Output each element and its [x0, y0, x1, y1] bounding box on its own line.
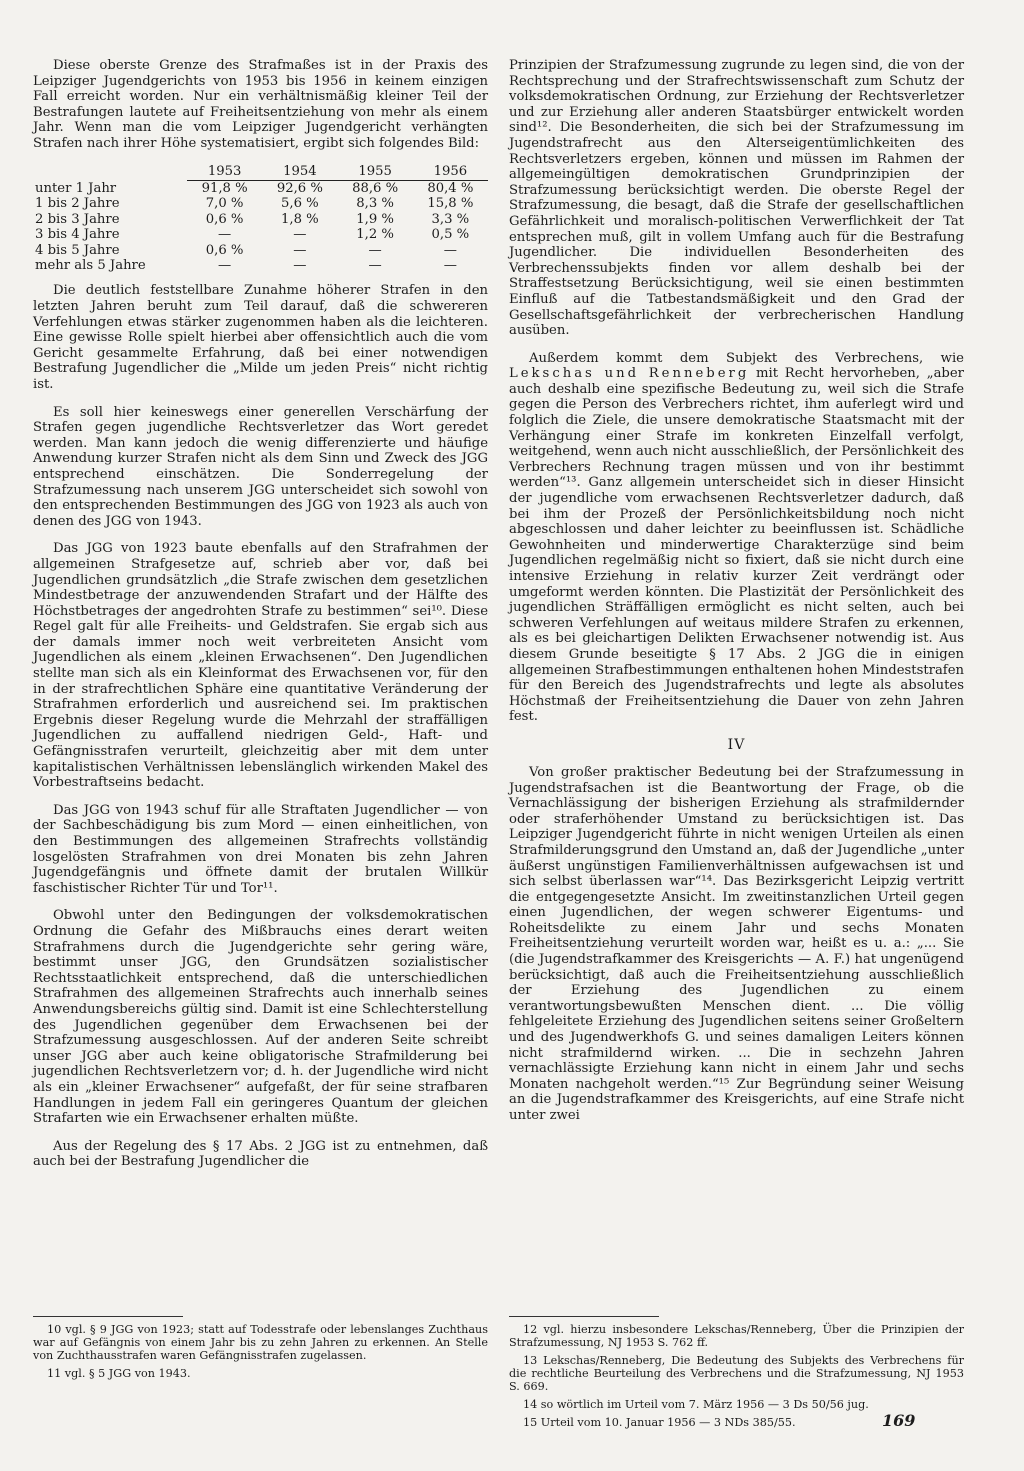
table-cell: 0,6 %: [205, 211, 244, 227]
table-cell: —: [443, 242, 457, 258]
table-row: [33, 258, 488, 273]
footnote-10: 10 vgl. § 9 JGG von 1923; statt auf Todesstrafe oder lebenslanges Zuchthaus war auf Gefängnis von einem Jahr bis zu zehn Jahren zu erkennen. An Stelle von Zuchthausstrafen waren Gefängnisstrafen zugelassen.: [33, 1323, 488, 1362]
paragraph: Von großer praktischer Bedeutung bei der Strafzumessung in Jugendstrafsachen ist die Beantwortung der Frage, ob die Vernachlässigung der bisherigen Erziehung als strafmildernder oder straferhöhender Umstand zu berücksichtigen ist. Das Leipziger Jugendgericht führte in nicht wenigen Urteilen als einen Strafmilderungsgrund den Umstand an, daß der Jugendliche „unter äußerst ungünstigen Familienverhältnissen aufgewachsen ist und sich selbst überlassen war“¹⁴. Das Bezirksgericht Leipzig vertritt die entgegengesetzte Ansicht. Im zweitinstanzlichen Urteil gegen einen Jugendlichen, der wegen schwerer Eigentums- und Roheitsdelikte zu einem Jahr und sechs Monaten Freiheitsentziehung verurteilt worden war, heißt es u. a.: „... Sie (die Jugendstrafkammer des Kreisgerichts — A. F.) hat ungenügend berücksichtigt, daß auch die Freiheitsentziehung ausschließlich der Erziehung des Jugendlichen zu einem verantwortungsbewußten Menschen dient. ... Die völlig fehlgeleitete Erziehung des Jugendlichen seitens seiner Großeltern und des Jugendwerkhofs G. und seines damaligen Leiters können nicht strafmildernd wirken. ... Die in sechzehn Jahren vernachlässigte Erziehung kann nicht in einem Jahr und sechs Monaten nachgeholt werden.“¹⁵ Zur Begründung seiner Weisung an die Jugendstrafkammer des Kreisgerichts, auf eine Strafe nicht unter zwei: [509, 764, 964, 1123]
row-label: 1 bis 2 Jahre: [35, 196, 120, 212]
table-cell: 91,8 %: [201, 180, 248, 196]
paragraph: Diese oberste Grenze des Strafmaßes ist in der Praxis des Leipziger Jugendgerichts von 1953 bis 1956 in keinem einzigen Fall erreicht worden. Nur ein verhältnismäßig kleiner Teil der Bestrafungen lautete auf Freiheitsentziehung von mehr als einem Jahr. Wenn man die vom Leipziger Jugendgericht verhängten Strafen nach ihrer Höhe systematisiert, ergibt sich folgendes Bild:: [33, 58, 488, 151]
table-cell: 3,3 %: [431, 211, 470, 227]
paragraph: Aus der Regelung des § 17 Abs. 2 JGG ist zu entnehmen, daß auch bei der Bestrafung Jugendlicher die: [33, 1138, 488, 1170]
paragraph: Obwohl unter den Bedingungen der volksdemokratischen Ordnung die Gefahr des Mißbrauchs eines derart weiten Strafrahmens durch die Jugendgerichte sehr gering wäre, bestimmt unser JGG, den Grundsätzen sozialistischer Rechtsstaatlichkeit entsprechend, daß die unterschiedlichen Strafrahmen des allgemeinen Strafrechts auch innerhalb seines Anwendungsbereichs gültig sind. Damit ist eine Schlechterstellung des Jugendlichen gegenüber dem Erwachsenen bei der Strafzumessung ausgeschlossen. Auf der anderen Seite schreibt unser JGG aber auch keine obligatorische Strafmilderung bei jugendlichen Rechtsverletzern vor; d. h. der Jugendliche wird nicht als ein „kleiner Erwachsener“ aufgefaßt, der für seine strafbaren Handlungen in jedem Fall ein geringeres Quantum der gleichen Strafarten wie ein Erwachsener erhalten müßte.: [33, 908, 488, 1127]
table-cell: —: [218, 258, 232, 273]
table-cell: 1,9 %: [356, 211, 394, 227]
footnote-14: 14 so wörtlich im Urteil vom 7. März 1956 — 3 Ds 50/56 jug.: [523, 1398, 869, 1411]
table-row: [33, 212, 488, 227]
table-header-year: 1953: [187, 164, 262, 181]
row-label: 3 bis 4 Jahre: [35, 227, 120, 243]
table-cell: 7,0 %: [205, 196, 244, 212]
table-header-empty: [33, 164, 187, 181]
paragraph: Prinzipien der Strafzumessung zugrunde zu legen sind, die von der Rechtsprechung und der Strafrechtswissenschaft zum Schutz der volksdemokratischen Ordnung, zur Erziehung der Rechtsverletzer und zur Erziehung aller anderen Staatsbürger entwickelt worden sind¹². Die Besonderheiten, die sich bei der Strafzumessung im Jugendstrafrecht aus den Alterseigentümlichkeiten des Rechtsverletzers ergeben, können und müssen im Rahmen der allgemeingültigen demokratischen Grundprinzipien der Strafzumessung berücksichtigt werden. Die oberste Regel der Strafzumessung, die besagt, daß die Strafe der gesellschaftlichen Gefährlichkeit und moralisch-politischen Verwerflichkeit der Tat entsprechen muß, gilt in vollem Umfang auch für die Bestrafung Jugendlicher. Die individuellen Besonderheiten des Verbrechenssubjekts finden vor allem deshalb bei der Straffestsetzung Berücksichtigung, weil sie einen bestimmten Einfluß auf die Tatbestandsmäßigkeit und den Grad der Gesellschaftsgefährlichkeit der verbrecherischen Handlung ausüben.: [509, 58, 964, 339]
text-fragment: Außerdem kommt dem Subjekt des Verbrechens, wie: [529, 350, 964, 366]
row-label: 2 bis 3 Jahre: [35, 211, 120, 227]
footnote-12: 12 vgl. hierzu insbesondere Lekschas/Renneberg, Über die Prinzipien der Strafzumessung, NJ 1953 S. 762 ff.: [509, 1323, 964, 1349]
row-label: mehr als 5 Jahre: [35, 258, 146, 273]
section-heading: IV: [727, 736, 746, 753]
table-cell: —: [293, 258, 307, 273]
paragraph: Es soll hier keineswegs einer generellen Verschärfung der Strafen gegen jugendliche Rechtsverletzer das Wort geredet werden. Man kann jedoch die wenig differenzierte und häufige Anwendung kurzer Strafen nicht als dem Sinn und Zweck des JGG entsprechend einschätzen. Die Sonderregelung der Strafzumessung nach unserem JGG unterscheidet sich sowohl von den entsprechenden Bestimmungen des JGG von 1923 als auch von denen des JGG von 1943.: [33, 404, 488, 529]
footnote-11: 11 vgl. § 5 JGG von 1943.: [47, 1367, 191, 1380]
table-cell: —: [368, 242, 382, 258]
row-label: unter 1 Jahr: [35, 180, 117, 196]
table-header-row: [33, 164, 488, 181]
table-cell: —: [443, 258, 457, 273]
table-row: [33, 196, 488, 211]
paragraph: Die deutlich feststellbare Zunahme höherer Strafen in den letzten Jahren beruht zum Teil darauf, daß die schwereren Verfehlungen etwas stärker zugenommen haben als die leichteren. Eine gewisse Rolle spielt hierbei aber offensichtlich auch die vom Gericht gesammelte Erfahrung, daß bei einer notwendigen Bestrafung Jugendlicher die „Milde um jeden Preis“ nicht richtig ist.: [33, 283, 488, 392]
table-header-year: 1956: [413, 164, 488, 181]
sentence-statistics-table: [33, 164, 488, 274]
table-cell: 80,4 %: [427, 180, 474, 196]
author-names: Lekschas und Renneberg: [509, 366, 750, 382]
footnote-rule: [33, 1316, 183, 1317]
table-cell: 0,5 %: [431, 227, 470, 243]
footnote-15: 15 Urteil vom 10. Januar 1956 — 3 NDs 385/55.: [523, 1416, 796, 1429]
paragraph: Das JGG von 1943 schuf für alle Straftaten Jugendlicher — von der Sachbeschädigung bis zum Mord — einen einheitlichen, von den Bestimmungen des allgemeinen Strafrechts vollständig losgelösten Strafrahmen von drei Monaten bis zehn Jahren Jugendgefängnis und öffnete damit der brutalen Willkür faschistischer Richter Tür und Tor¹¹.: [33, 802, 488, 896]
left-column: [33, 58, 488, 1380]
table-cell: —: [218, 227, 232, 243]
paragraph: [509, 351, 964, 725]
text-fragment: mit Recht hervorheben, „aber auch deshalb eine spezifische Bedeutung zu, weil sich die Strafe gegen die Person des Verbrechers richtet, ihm auferlegt wird und folglich die Ziele, die unsere demokratische Staatsmacht mit der Verhängung einer Strafe im konkreten Einzelfall verfolgt, weitgehend, wenn auch nicht ausschließlich, der Persönlichkeit des Verbrechers Rechnung tragen müssen und von ihr bestimmt werden“¹³. Ganz allgemein unterscheidet sich in dieser Hinsicht der jugendliche vom erwachsenen Rechtsverletzer dadurch, daß bei ihm der Prozeß der Persönlichkeitsbildung noch nicht abgeschlossen und daher leichter zu beeinflussen ist. Schädliche Gewohnheiten und minderwertige Charakterzüge sind beim Jugendlichen regelmäßig nicht so fixiert, daß sie nicht durch eine intensive Erziehung in relativ kurzer Zeit verdrängt oder umgeformt werden könnten. Die Plastizität der Persönlichkeit des jugendlichen Sträffälligen ermöglicht es nicht selten, auch bei schweren Verfehlungen auf weitaus mildere Strafen zu erkennen, als es bei gleichartigen Delikten Erwachsener notwendig ist. Aus diesem Grunde beseitigte § 17 Abs. 2 JGG die in einigen allgemeinen Strafbestimmungen enthaltenen hohen Mindeststrafen für den Bereich des Jugendstrafrechts und legte als absolutes Höchstmaß der Freiheitsentziehung die Dauer von zehn Jahren fest.: [509, 366, 964, 725]
table-cell: —: [293, 227, 307, 243]
row-label: 4 bis 5 Jahre: [35, 242, 120, 258]
table-cell: —: [293, 242, 307, 258]
page-number: 169: [882, 1411, 916, 1430]
table-cell: 15,8 %: [427, 196, 474, 212]
table-row: [33, 227, 488, 242]
footnote-13: 13 Lekschas/Renneberg, Die Bedeutung des Subjekts des Verbrechens für die rechtliche Beurteilung des Verbrechens und die Strafzumessung, NJ 1953 S. 669.: [509, 1354, 964, 1393]
table-cell: 92,6 %: [276, 180, 323, 196]
footnotes-left: [33, 1312, 488, 1385]
table-cell: 88,6 %: [352, 180, 399, 196]
table-cell: —: [368, 258, 382, 273]
table-row: [33, 180, 488, 196]
table-row: [33, 243, 488, 258]
table-cell: 1,8 %: [281, 211, 319, 227]
table-cell: 8,3 %: [356, 196, 394, 212]
table-header-year: 1954: [262, 164, 337, 181]
table-header-year: 1955: [338, 164, 413, 181]
table-cell: 5,6 %: [281, 196, 319, 212]
paragraph: Das JGG von 1923 baute ebenfalls auf den Strafrahmen der allgemeinen Strafgesetze auf, schrieb aber vor, daß bei Jugendlichen grundsätzlich „die Strafe zwischen dem gesetzlichen Mindestbetrage der anzuwendenden Strafart und der Hälfte des Höchstbetrages der angedrohten Strafe zu bestimmen“ sei¹⁰. Diese Regel galt für alle Freiheits- und Geldstrafen. Sie ergab sich aus der damals immer noch weit verbreiteten Ansicht vom Jugendlichen als einem „kleinen Erwachsenen“. Den Jugendlichen stellte man sich als ein Kleinformat des Erwachsenen vor, für den in der strafrechtlichen Sphäre eine quantitative Veränderung der Strafrahmen erforderlich und ausreichend sei. Im praktischen Ergebnis dieser Regelung wurde die Mehrzahl der straffälligen Jugendlichen zu auffallend niedrigen Geld-, Haft- und Gefängnisstrafen verurteilt, gleichzeitig aber mit dem unter kapitalistischen Verhältnissen lebenslänglich wirkenden Makel des Vorbestraftseins bedacht.: [33, 541, 488, 791]
table-cell: 1,2 %: [356, 227, 394, 243]
table-cell: 0,6 %: [205, 242, 244, 258]
footnote-rule: [509, 1316, 659, 1317]
